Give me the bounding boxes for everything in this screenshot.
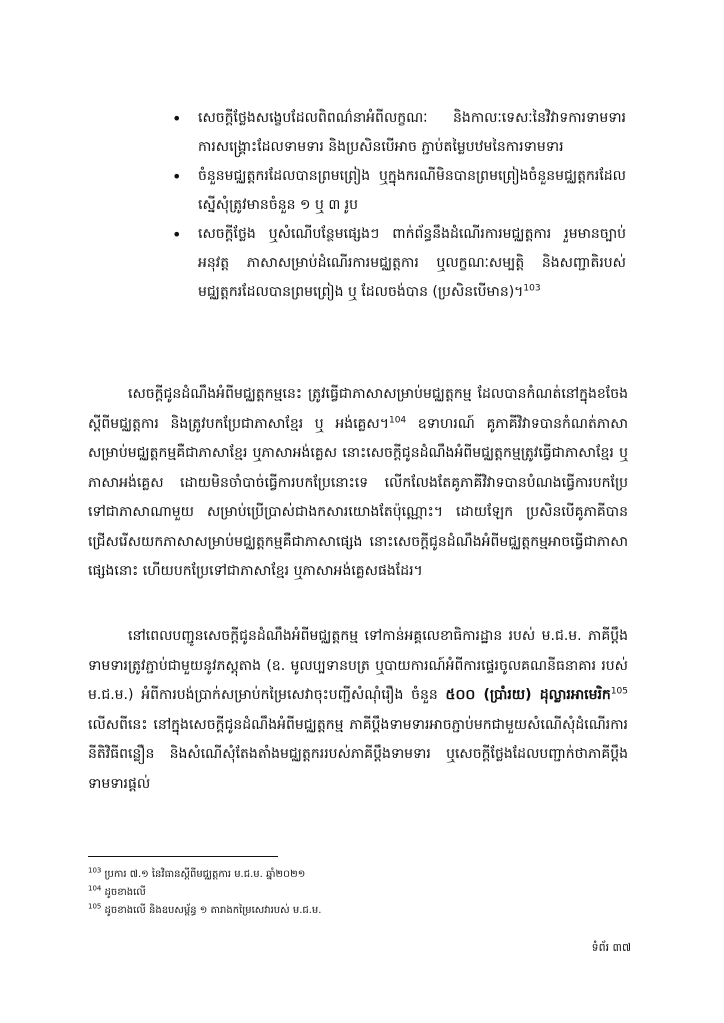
bullet-item xyxy=(170,220,626,307)
footnote-ref-105: 105 xyxy=(610,686,628,697)
footnote-divider xyxy=(88,856,278,857)
bullet-text: ចំនួនមជ្ឈត្តករដែលបានព្រមព្រៀង ឬក្នុងករណីមិនបានព្រមព្រៀងចំនួនមជ្ឈត្តករដែលស្នើសុំត្រូវមានចំនួន ១ ឬ ៣ រូប xyxy=(198,168,626,213)
paragraph-text: សេចក្ដីជូនដំណឹងអំពីមជ្ឈត្តកម្មនេះ ត្រូវធ្វើជាភាសាសម្រាប់មជ្ឈត្តកម្ម ដែលបានកំណត់នៅក្នុងខចែងស្ដីពីមជ្ឈត្តការ និងត្រូវបកប្រែជាភាសាខ្មែរ ឬ អង់គ្លេស។ xyxy=(88,386,628,432)
bullet-dot-icon: • xyxy=(172,167,182,186)
bullet-list xyxy=(170,104,626,307)
footnote-ref-104: 104 xyxy=(388,414,407,425)
bullet-dot-icon: • xyxy=(172,109,182,128)
footnote-text: ដូចខាងលើ xyxy=(101,887,146,898)
footnote-list xyxy=(88,866,628,920)
bullet-dot-icon: • xyxy=(172,225,182,244)
bullet-text: សេចក្ដីថ្លែង ឬសំណើបន្ថែមផ្សេងៗ ពាក់ព័ន្ធនឹងដំណើរការមជ្ឈត្តការ រួមមានច្បាប់អនុវត្ត ភាសាសម្រាប់ដំណើរការមជ្ឈត្តការ ឬលក្ខណៈសម្បត្តិ និងសញ្ជាតិរបស់មជ្ឈត្តករដែលបានព្រមព្រៀង ឬ ដែលចង់បាន (ប្រសិនបើមាន)។ xyxy=(198,226,626,300)
bullet-item xyxy=(170,104,626,162)
footnote-text: ប្រការ ៧.១ នៃវិធានស្ដីពីមជ្ឈត្តការ ម.ជ.ម. ឆ្នាំ២០២១ xyxy=(101,869,306,880)
footnote-text: ដូចខាងលើ និងឧបសម្ព័ន្ធ ១ តារាងកម្រៃសេវារបស់ ម.ជ.ម. xyxy=(101,905,322,916)
paragraph-language xyxy=(88,380,628,587)
paragraph-text: ឧទាហរណ៍ គូភាគីវិវាទបានកំណត់ភាសាសម្រាប់មជ្ឈត្តកម្មគឺជាភាសាខ្មែរ ឬភាសាអង់គ្លេស នោះសេចក្ដីជូនដំណឹងអំពីមជ្ឈត្តកម្មត្រូវធ្វើជាភាសាខ្មែរ ឬភាសាអង់គ្លេស ដោយមិនចាំបាច់ធ្វើការបកប្រែនោះទេ លើកលែងតែគូភាគីវិវាទបានបំណងធ្វើការបកប្រែទៅជាភាសាណាមួយ សម្រាប់ប្រើប្រាស់ជាងកសារយោងតែប៉ុណ្ណោះ។ ដោយឡែក ប្រសិនបើគូភាគីបានជ្រើសរើសយកភាសាសម្រាប់មជ្ឈត្តកម្មគឺជាភាសាផ្សេង នោះសេចក្ដីជូនដំណឹងអំពីមជ្ឈត្តកម្មអាចធ្វើជាភាសាផ្សេងនោះ ហើយបកប្រែទៅជាភាសាខ្មែរ ឬភាសាអង់គ្លេសផងដែរ។ xyxy=(88,415,628,579)
footnote xyxy=(88,884,628,902)
footnote-ref-103: 103 xyxy=(523,283,541,294)
paragraph-text: នៅពេលបញ្ជូនសេចក្ដីជូនដំណឹងអំពីមជ្ឈត្តកម្ម ទៅកាន់អគ្គលេខាធិការដ្ឋាន របស់ ម.ជ.ម. ភាគីប្ដឹងទាមទារត្រូវភ្ជាប់ជាមួយនូវភស្តុតាង (ឧ. មូលប្បទានបត្រ ឬបាយការណ៍អំពីការផ្ទេរចូលគណនីធនាគារ របស់ ម.ជ.ម.) អំពីការបង់ប្រាក់សម្រាប់កម្រៃសេវាចុះបញ្ជីសំណុំរឿង ចំនួន xyxy=(88,628,628,703)
footnote xyxy=(88,902,628,920)
fee-amount: ៥០០ (ប្រាំរយ) ដុល្លារអាមេរិក xyxy=(445,687,611,703)
footnote-number: 104 xyxy=(88,884,102,893)
paragraph-submission xyxy=(88,622,628,799)
bullet-item xyxy=(170,162,626,220)
bullet-text: សេចក្ដីថ្លែងសង្ខេបដែលពិពណ៌នាអំពីលក្ខណៈ និងកាលៈទេសៈនៃវិវាទការទាមទារ ការសង្គ្រោះដែលទាមទារ និងប្រសិនបើអាច ភ្ជាប់តម្លៃបឋមនៃការទាមទារ xyxy=(198,110,626,155)
footnote xyxy=(88,866,628,884)
footnote-number: 103 xyxy=(88,866,102,875)
paragraph-text: លើសពីនេះ នៅក្នុងសេចក្ដីជូនដំណឹងអំពីមជ្ឈត្តកម្ម ភាគីប្ដឹងទាមទារអាចភ្ជាប់មកជាមួយសំណើសុំដំណើរការនីតិវិធីពន្លឿន និងសំណើសុំតែងតាំងមជ្ឈត្តកររបស់ភាគីប្ដឹងទាមទារ ឬសេចក្ដីថ្លែងដែលបញ្ជាក់ថាភាគីប្ដឹងទាមទារផ្ដល់ xyxy=(88,716,628,792)
footnote-number: 105 xyxy=(88,902,102,911)
page-number: ទំព័រ ៣៧ xyxy=(591,941,631,954)
